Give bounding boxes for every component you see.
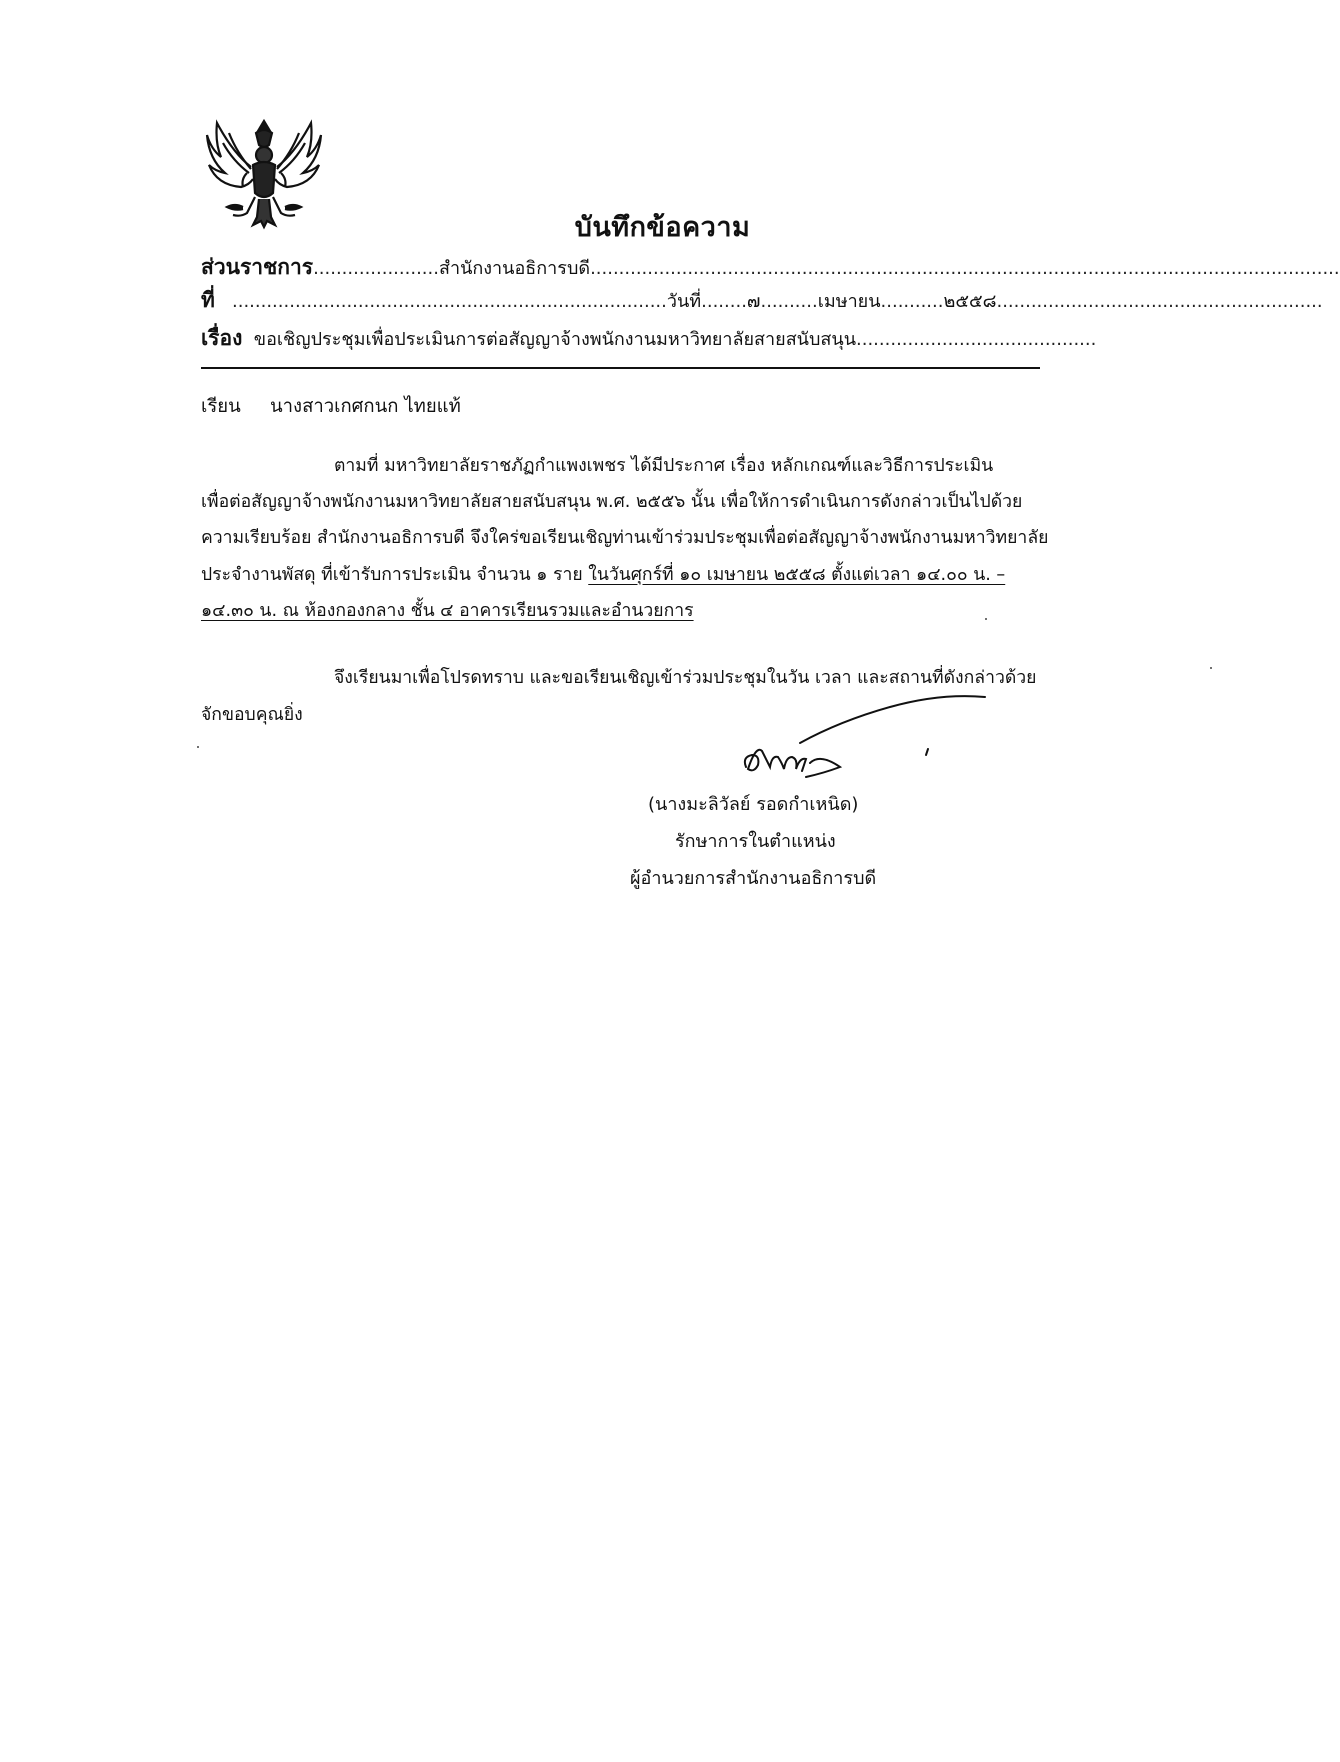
agency-value: สำนักงานอธิการบดี [438,258,591,279]
body-line: ตามที่ มหาวิทยาลัยราชภัฏกำแพงเพชร ได้มีประกาศ เรื่อง หลักเกณฑ์และวิธีการประเมิน [334,456,994,476]
body-paragraph [201,448,1101,629]
date-year: ๒๕๕๘ [943,291,997,312]
salutation [201,392,461,421]
agency-row [201,251,1340,285]
dot-leader: ............................................................................ [214,291,667,312]
number-label: ที่ [201,288,215,312]
number-date-row [201,284,1323,318]
handwritten-signature [740,693,1000,783]
date-label: วันที่ [666,291,702,312]
closing-line: จักขอบคุณยิ่ง [201,704,303,725]
dot-leader: ......................................................... [996,291,1323,312]
date-month: เมษายน [817,291,881,312]
dot-leader: ........... [880,291,944,312]
scan-speck [985,618,987,620]
signer-block [560,786,980,897]
subject-row [201,322,1097,356]
document-title: บันทึกข้อความ [574,212,751,243]
meeting-location: ๑๔.๓๐ น. ณ ห้องกองกลาง ชั้น ๔ อาคารเรียนรวมและอำนวยการ [201,600,694,621]
subject-value: ขอเชิญประชุมเพื่อประเมินการต่อสัญญาจ้างพนักงานมหาวิทยาลัยสายสนับสนุน [253,329,857,350]
body-line: ความเรียบร้อย สำนักงานอธิการบดี จึงใคร่ขอเรียนเชิญท่านเข้าร่วมประชุมเพื่อต่อสัญญาจ้างพนักงานมหาวิทยาลัย [201,528,1049,549]
dot-leader: .......... [760,291,818,312]
agency-label: ส่วนราชการ [201,255,314,279]
meeting-datetime: ในวันศุกร์ที่ ๑๐ เมษายน ๒๕๕๘ ตั้งแต่เวลา ๑๔.๐๐ น. – [588,564,1006,585]
signer-name: (นางมะลิวัลย์ รอดกำเหนิด) [648,794,859,815]
signer-acting: รักษาการในตำแหน่ง [675,831,836,852]
date-day: ๗ [746,291,761,312]
dot-leader: ........ [701,291,747,312]
header-divider [201,367,1040,369]
salutation-label: เรียน [201,396,241,417]
subject-label: เรื่อง [201,326,243,350]
scan-speck [1210,667,1212,669]
closing-line: จึงเรียนมาเพื่อโปรดทราบ และขอเรียนเชิญเข้าร่วมประชุมในวัน เวลา และสถานที่ดังกล่าวด้วย [334,668,1037,688]
body-line: ประจำงานพัสดุ ที่เข้ารับการประเมิน จำนวน ๑ ราย [201,564,589,585]
dot-leader: ................................................................................................................................... [590,258,1340,279]
dot-leader: ...................... [313,258,439,279]
scan-speck [197,746,199,748]
signer-position: ผู้อำนวยการสำนักงานอธิการบดี [630,868,877,889]
recipient-name: นางสาวเกศกนก ไทยแท้ [270,396,461,417]
dot-leader: .......................................... [856,329,1097,350]
body-line: เพื่อต่อสัญญาจ้างพนักงานมหาวิทยาลัยสายสนับสนุน พ.ศ. ๒๕๕๖ นั้น เพื่อให้การดำเนินการดังกล่าวเป็นไปด้วย [201,492,1023,513]
